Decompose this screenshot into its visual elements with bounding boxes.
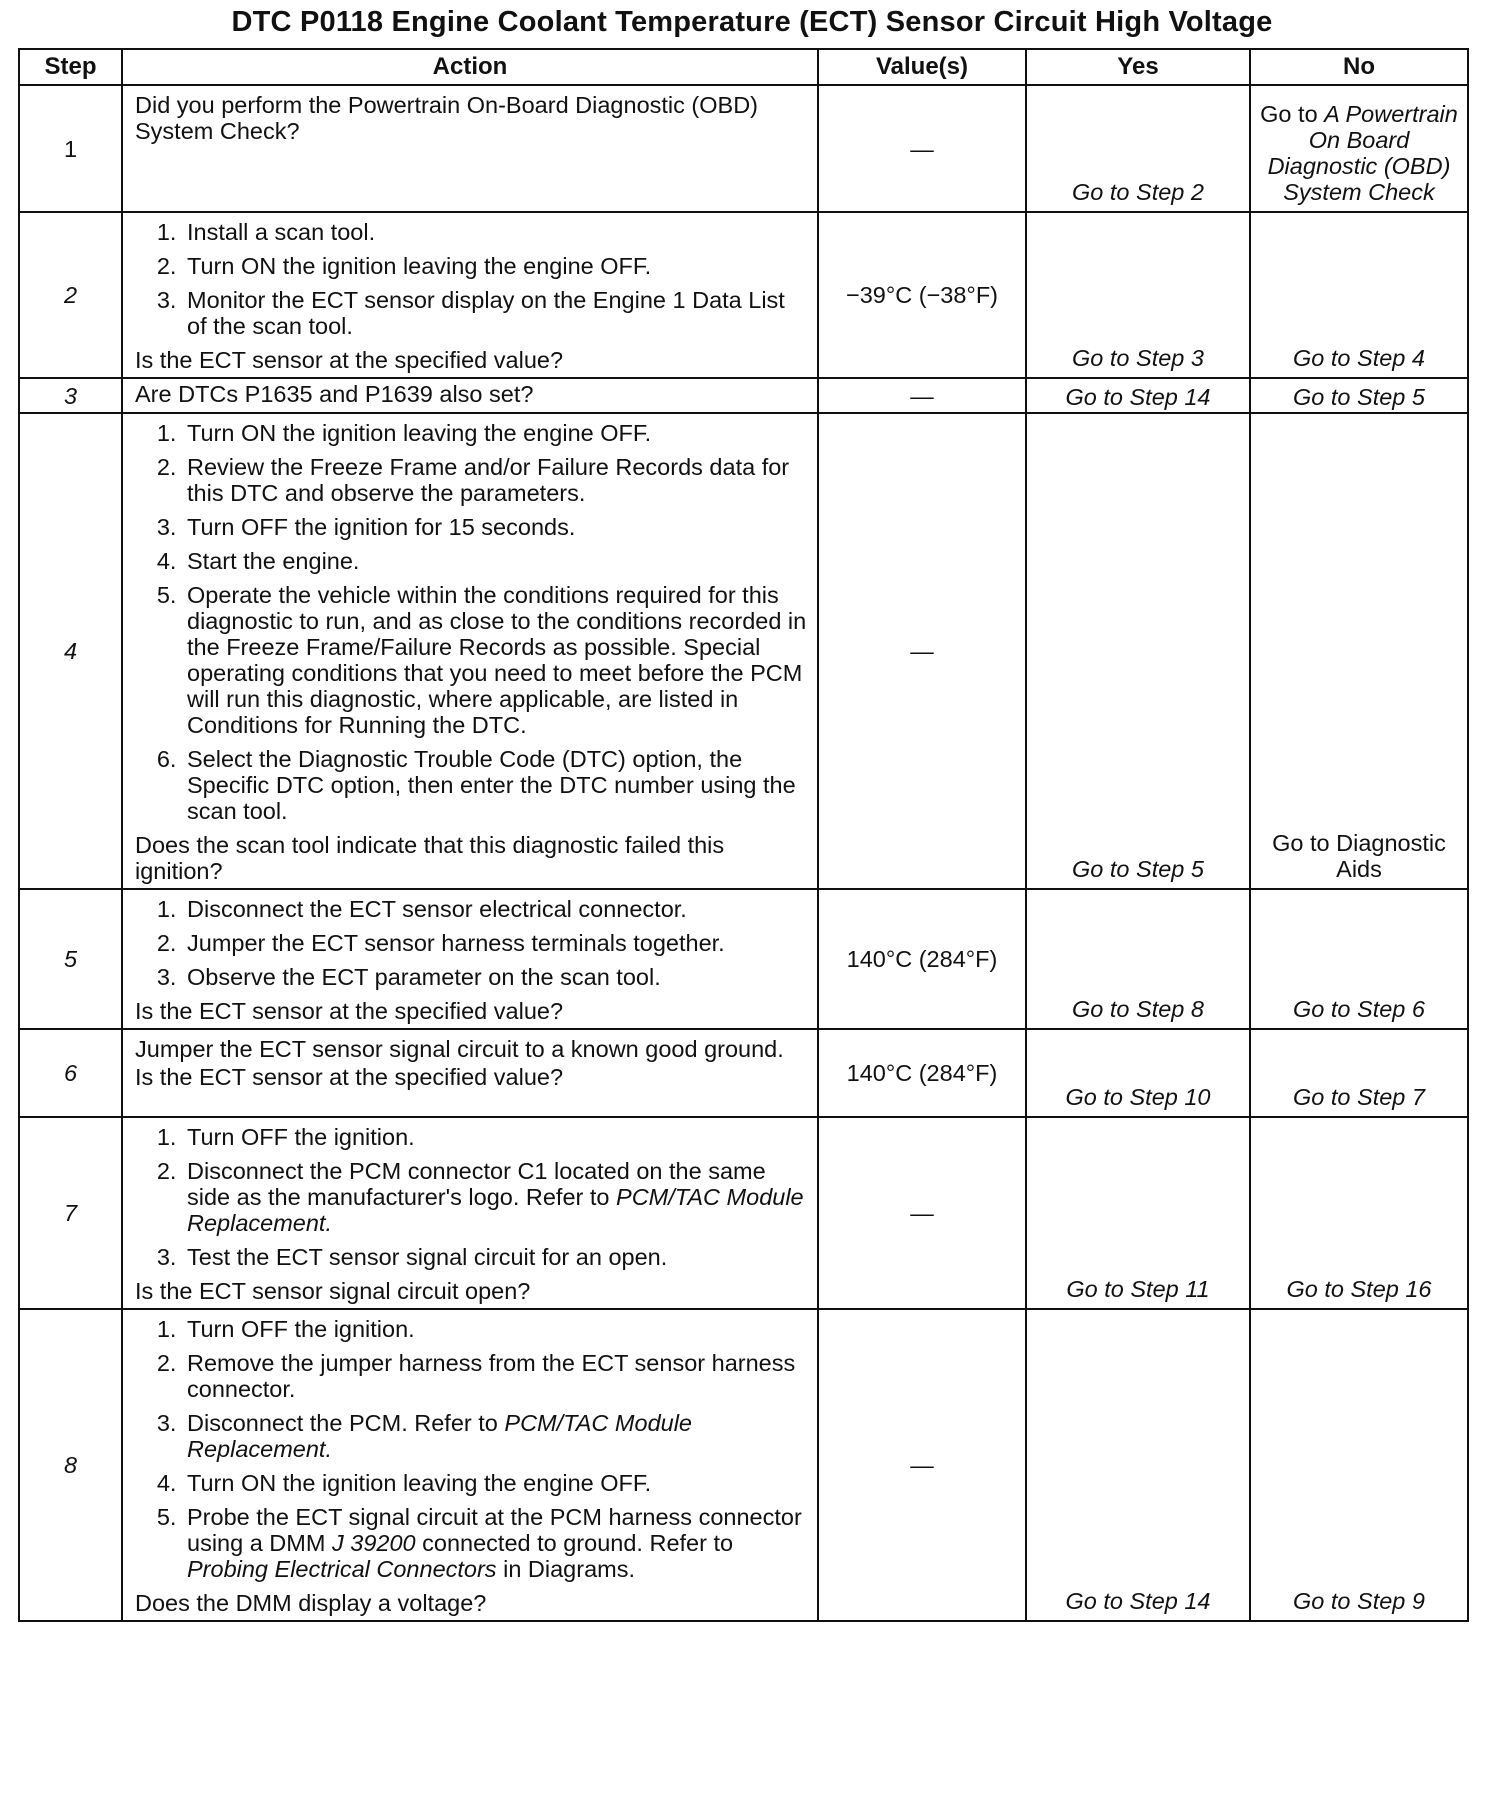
action-step (183, 1504, 809, 1582)
action-cell (122, 1117, 818, 1309)
no-goto: Go to Step 16 (1286, 1276, 1432, 1302)
action-steps (135, 896, 809, 990)
no-goto-ref: A Powertrain On Board Diagnostic (OBD) System Check (1267, 101, 1458, 205)
action-cell (122, 889, 818, 1029)
step-number: 4 (19, 413, 122, 889)
step-number: 8 (19, 1309, 122, 1621)
action-step (183, 1410, 809, 1462)
value-cell: — (818, 413, 1026, 889)
procedure-reference: PCM/TAC Module Replacement. (187, 1184, 804, 1236)
yes-goto: Go to Step 5 (1072, 856, 1204, 882)
no-goto: Go to Step 9 (1293, 1588, 1425, 1614)
yes-cell (1026, 212, 1250, 378)
action-question: Is the ECT sensor signal circuit open? (135, 1278, 531, 1304)
action-step: 4. Turn ON the ignition leaving the engine OFF. (183, 1470, 809, 1496)
action-step: 3. Turn OFF the ignition for 15 seconds. (183, 514, 809, 540)
action-cell (122, 1029, 818, 1117)
action-step: 2. Remove the jumper harness from the ECT sensor harness connector. (183, 1350, 809, 1402)
action-steps (135, 1316, 809, 1582)
value-cell: — (818, 378, 1026, 413)
action-cell (122, 212, 818, 378)
procedure-reference: PCM/TAC Module Replacement. (187, 1410, 693, 1462)
action-steps (135, 1124, 809, 1270)
action-step-text: connected to ground. Refer to (415, 1530, 734, 1556)
action-step: 3. Test the ECT sensor signal circuit for an open. (183, 1244, 809, 1270)
action-question: Is the ECT sensor at the specified value? (135, 998, 564, 1024)
action-question: Is the ECT sensor at the specified value? (135, 1064, 564, 1090)
table-row (19, 212, 1468, 378)
action-question: Is the ECT sensor at the specified value? (135, 347, 564, 373)
step-number: 7 (19, 1117, 122, 1309)
header-value: Value(s) (818, 49, 1026, 85)
header-step: Step (19, 49, 122, 85)
action-steps (135, 219, 809, 339)
action-instruction: Jumper the ECT sensor signal circuit to a known good ground. (135, 1036, 784, 1062)
procedure-reference: Probing Electrical Connectors (187, 1556, 497, 1582)
yes-cell (1026, 378, 1250, 413)
yes-goto: Go to Step 3 (1072, 345, 1204, 371)
header-no: No (1250, 49, 1468, 85)
step-number: 6 (19, 1029, 122, 1117)
action-step: 6. Select the Diagnostic Trouble Code (DTC) option, the Specific DTC option, then enter the DTC number using the scan tool. (183, 746, 809, 824)
value-cell: — (818, 1117, 1026, 1309)
action-step: 3. Observe the ECT parameter on the scan tool. (183, 964, 809, 990)
no-goto: Go to Step 5 (1293, 384, 1425, 410)
yes-goto: Go to Step 14 (1065, 1588, 1211, 1614)
no-goto: Go to Diagnostic Aids (1272, 830, 1446, 882)
no-cell (1250, 1117, 1468, 1309)
step-number: 1 (19, 85, 122, 212)
action-question: Does the scan tool indicate that this diagnostic failed this ignition? (135, 832, 725, 884)
step-number: 3 (19, 378, 122, 413)
no-goto-prefix: Go to (1260, 101, 1325, 127)
yes-cell (1026, 1117, 1250, 1309)
action-cell (122, 1309, 818, 1621)
yes-cell (1026, 85, 1250, 212)
yes-goto: Go to Step 2 (1072, 179, 1204, 205)
yes-cell (1026, 1029, 1250, 1117)
table-row (19, 413, 1468, 889)
step-number: 2 (19, 212, 122, 378)
yes-goto: Go to Step 14 (1065, 384, 1211, 410)
action-step-text: in Diagrams. (496, 1556, 635, 1582)
no-goto: Go to Step 4 (1293, 345, 1425, 371)
action-question: Are DTCs P1635 and P1639 also set? (135, 381, 534, 407)
action-step: 2. Review the Freeze Frame and/or Failure Records data for this DTC and observe the parameters. (183, 454, 809, 506)
table-row (19, 889, 1468, 1029)
action-step: 1. Disconnect the ECT sensor electrical connector. (183, 896, 809, 922)
action-step: 2. Turn ON the ignition leaving the engine OFF. (183, 253, 809, 279)
document-title: DTC P0118 Engine Coolant Temperature (ECT) Sensor Circuit High Voltage (231, 6, 1273, 38)
table-row (19, 378, 1468, 413)
action-step-text: Probe the ECT signal circuit at the PCM harness connector using a DMM (187, 1504, 802, 1556)
no-cell (1250, 378, 1468, 413)
yes-cell (1026, 889, 1250, 1029)
action-cell (122, 85, 818, 212)
action-step: 2. Jumper the ECT sensor harness terminals together. (183, 930, 809, 956)
action-step: 3. Monitor the ECT sensor display on the Engine 1 Data List of the scan tool. (183, 287, 809, 339)
action-cell (122, 378, 818, 413)
table-row (19, 1309, 1468, 1621)
header-action: Action (122, 49, 818, 85)
no-cell (1250, 212, 1468, 378)
table-row (19, 1029, 1468, 1117)
value-cell: — (818, 1309, 1026, 1621)
no-cell (1250, 1309, 1468, 1621)
action-step-text: Disconnect the PCM connector C1 located on the same side as the manufacturer's logo. Refer to (187, 1158, 766, 1210)
yes-goto: Go to Step 8 (1072, 996, 1204, 1022)
value-cell: −39°C (−38°F) (818, 212, 1026, 378)
action-step: 1. Install a scan tool. (183, 219, 809, 245)
table-row (19, 1117, 1468, 1309)
step-number: 5 (19, 889, 122, 1029)
value-cell: — (818, 85, 1026, 212)
yes-cell (1026, 413, 1250, 889)
action-step: 5. Operate the vehicle within the conditions required for this diagnostic to run, and as close to the conditions recorded in the Freeze Frame/Failure Records as possible. Special operating conditions that you need to meet before the PCM will run this diagnostic, where applicable, are listed in Conditions for Running the DTC. (183, 582, 809, 738)
yes-goto: Go to Step 10 (1065, 1084, 1211, 1110)
no-cell (1250, 413, 1468, 889)
no-goto: Go to Step 7 (1293, 1084, 1425, 1110)
action-question: Does the DMM display a voltage? (135, 1590, 487, 1616)
yes-goto: Go to Step 11 (1066, 1276, 1210, 1302)
action-step: 1. Turn ON the ignition leaving the engine OFF. (183, 420, 809, 446)
action-step (183, 1158, 809, 1236)
diagnostic-table (18, 48, 1469, 1622)
action-step: 1. Turn OFF the ignition. (183, 1316, 809, 1342)
no-cell (1250, 85, 1468, 212)
tool-reference: J 39200 (331, 1530, 416, 1556)
no-goto: Go to Step 6 (1293, 996, 1425, 1022)
no-cell (1250, 1029, 1468, 1117)
yes-cell (1026, 1309, 1250, 1621)
header-yes: Yes (1026, 49, 1250, 85)
value-cell: 140°C (284°F) (818, 889, 1026, 1029)
action-step: 4. Start the engine. (183, 548, 809, 574)
action-step: 1. Turn OFF the ignition. (183, 1124, 809, 1150)
action-steps (135, 420, 809, 824)
action-step-text: Disconnect the PCM. Refer to (187, 1410, 505, 1436)
table-row (19, 85, 1468, 212)
no-cell (1250, 889, 1468, 1029)
action-cell (122, 413, 818, 889)
value-cell: 140°C (284°F) (818, 1029, 1026, 1117)
header-row (19, 49, 1468, 85)
action-question: Did you perform the Powertrain On-Board Diagnostic (OBD) System Check? (135, 92, 758, 144)
